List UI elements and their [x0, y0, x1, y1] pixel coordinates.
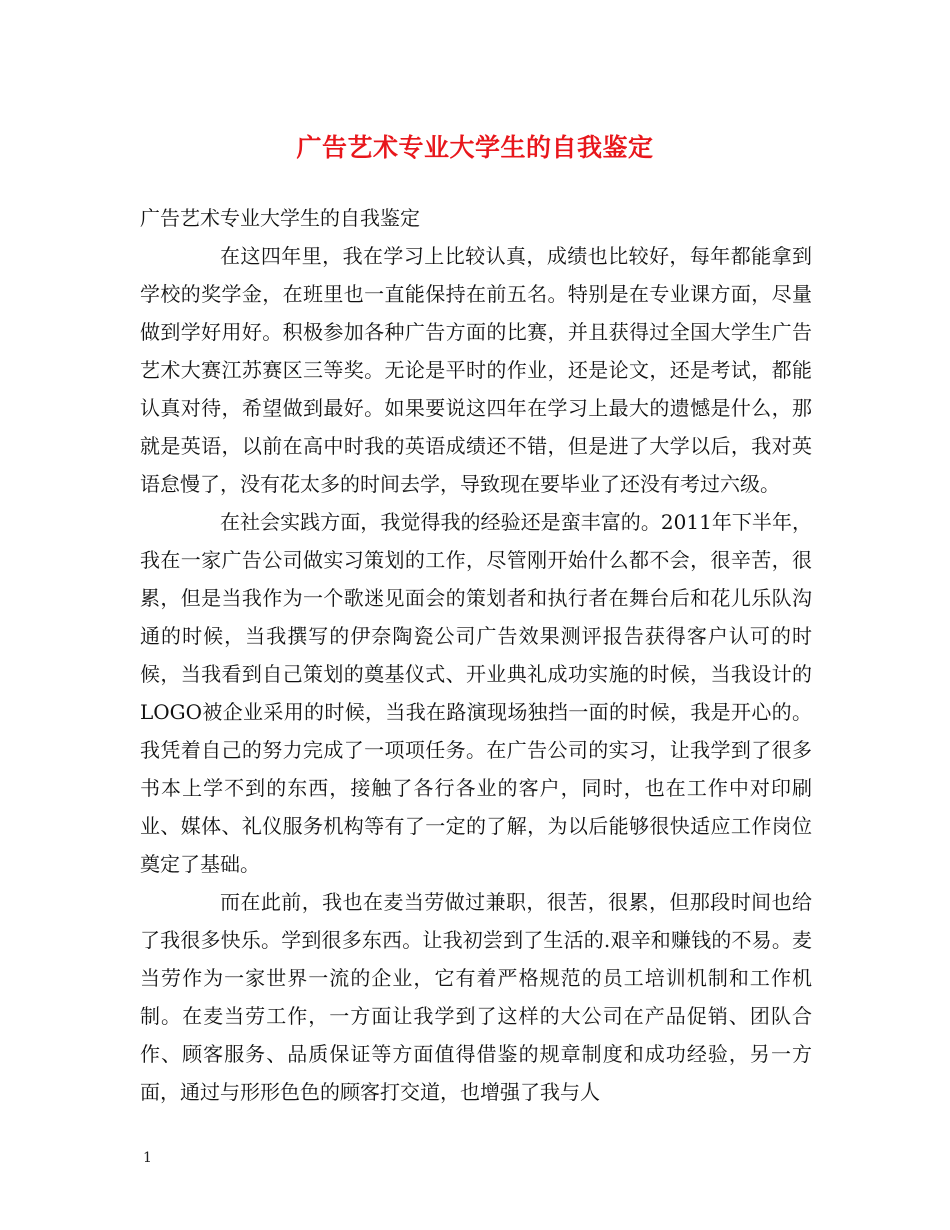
paragraph-parttime: 而在此前，我也在麦当劳做过兼职，很苦，很累，但那段时间也给了我很多快乐。学到很多东西。让我初尝到了生活的.艰辛和赚钱的不易。麦当劳作为一家世界一流的企业，它有着严格规范的员工培训机制和工作机制。在麦当劳工作，一方面让我学到了这样的大公司在产品促销、团队合作、顾客服务、品质保证等方面值得借鉴的规章制度和成功经验，另一方面，通过与形形色色的顾客打交道，也增强了我与人: [140, 890, 812, 1104]
paragraph-study: 在这四年里，我在学习上比较认真，成绩也比较好，每年都能拿到学校的奖学金，在班里也一直能保持在前五名。特别是在专业课方面，尽量做到学好用好。积极参加各种广告方面的比赛，并且获得过全国大学生广告艺术大赛江苏赛区三等奖。无论是平时的作业，还是论文，还是考试，都能认真对待，希望做到最好。如果要说这四年在学习上最大的遗憾是什么，那就是英语，以前在高中时我的英语成绩还不错，但是进了大学以后，我对英语怠慢了，没有花太多的时间去学，导致现在要毕业了还没有考过六级。: [140, 244, 812, 496]
document-subtitle: 广告艺术专业大学生的自我鉴定: [140, 206, 420, 230]
page-number: 1: [143, 1150, 152, 1166]
document-body: [140, 199, 812, 1111]
document-title: 广告艺术专业大学生的自我鉴定: [296, 133, 654, 162]
paragraph-practice: 在社会实践方面，我觉得我的经验还是蛮丰富的。2011年下半年，我在一家广告公司做实习策划的工作，尽管刚开始什么都不会，很辛苦，很累，但是当我作为一个歌迷见面会的策划者和执行者在舞台后和花儿乐队沟通的时候，当我撰写的伊奈陶瓷公司广告效果测评报告获得客户认可的时候，当我看到自己策划的奠基仪式、开业典礼成功实施的时候，当我设计的LOGO被企业采用的时候，当我在路演现场独挡一面的时候，我是开心的。我凭着自己的努力完成了一项项任务。在广告公司的实习，让我学到了很多书本上学不到的东西，接触了各行各业的客户，同时，也在工作中对印刷业、媒体、礼仪服务机构等有了一定的了解，为以后能够很快适应工作岗位奠定了基础。: [140, 510, 812, 876]
